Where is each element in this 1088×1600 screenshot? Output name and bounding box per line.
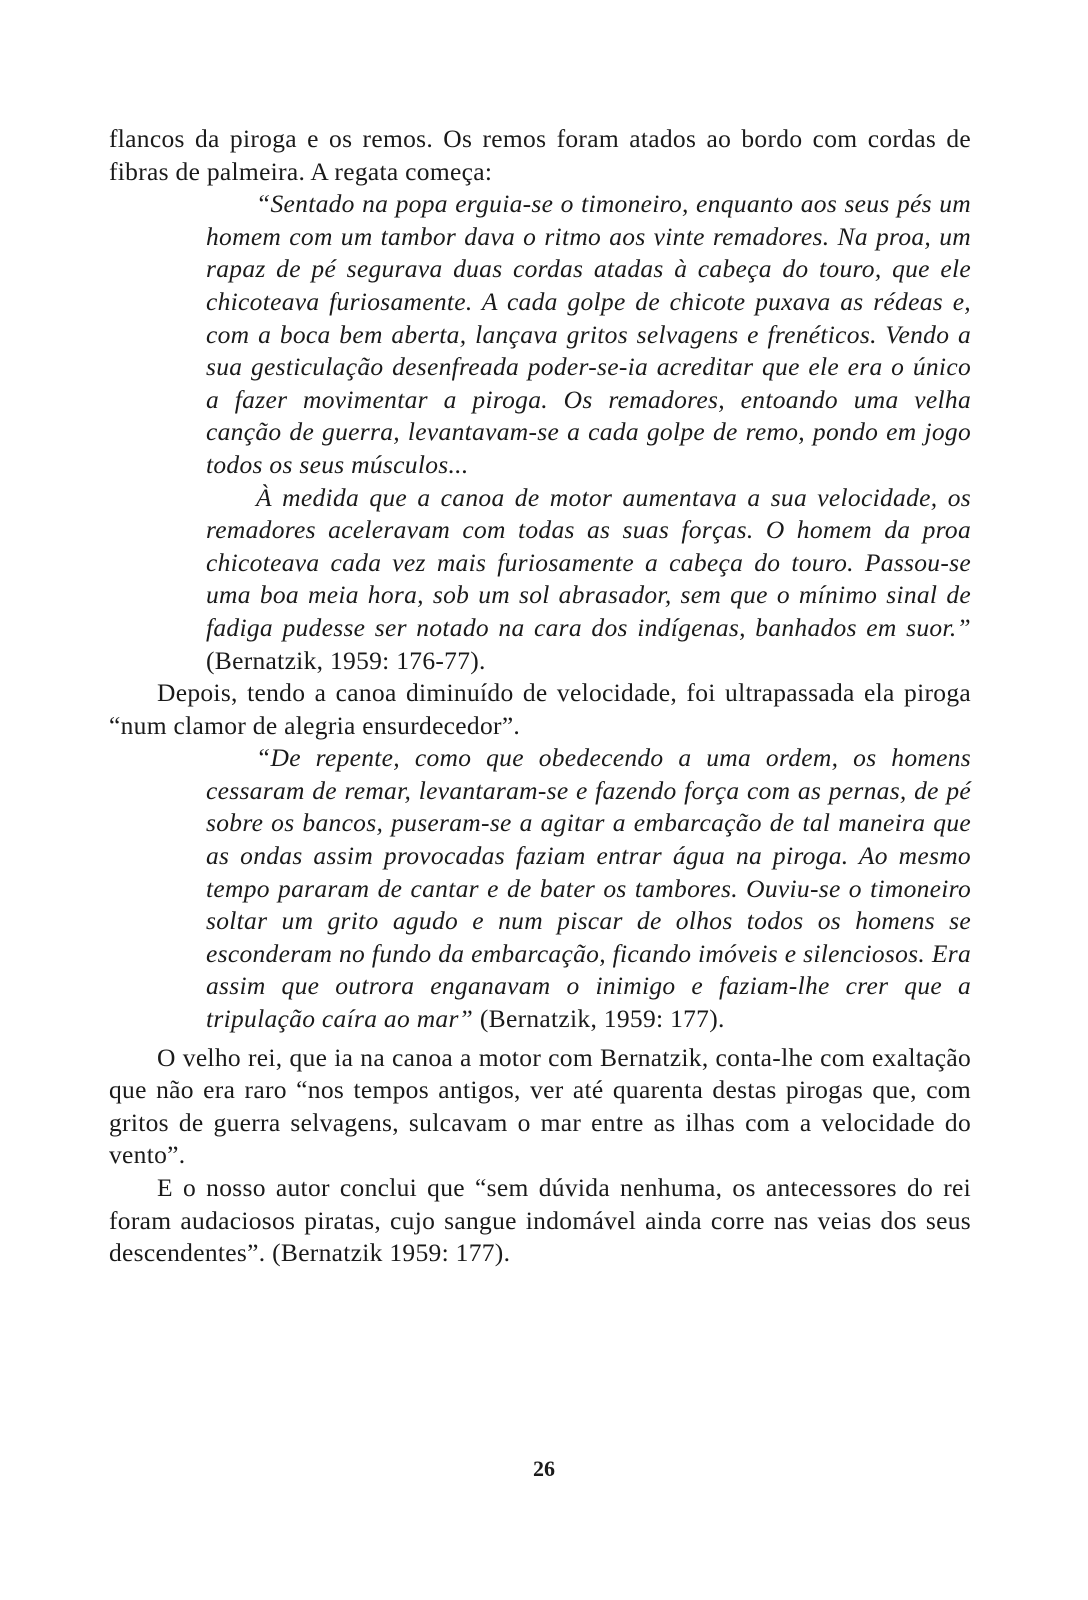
quote-1-text-2: À medida que a canoa de motor aumentava a sua velocidade, os remadores aceleravam com todas as suas forças. O homem da proa chicoteava cada vez mais furiosamente a cabeça do touro. Passou-se uma boa meia hora, sob um sol abrasador, sem que o mínimo sinal de fadiga pudesse ser notado na cara dos indígenas, banhados em suor.” [206,482,971,642]
block-quote-2 [206,742,971,1035]
block-quote-1-continuation [206,482,971,678]
quote-2-citation: (Bernatzik, 1959: 177). [473,1004,725,1034]
quote-1-text: “Sentado na popa erguia-se o timoneiro, enquanto aos seus pés um homem com um tambor dava o ritmo aos vinte remadores. Na proa, um rapaz de pé segurava duas cordas atadas à cabeça do touro, que ele chicoteava furiosamente. A cada golpe de chicote puxava as rédeas e, com a boca bem aberta, lançava gritos selvagens e frenéticos. Vendo a sua gesticulação desenfreada poder-se-ia acreditar que ele era o único a fazer movimentar a piroga. Os remadores, entoando uma velha canção de guerra, levantavam-se a cada golpe de remo, pondo em jogo todos os seus músculos... [206,189,971,479]
body-text [109,123,971,1270]
quote-1-citation: (Bernatzik, 1959: 176-77). [206,645,486,675]
block-quote-1 [206,188,971,481]
paragraph-2: Depois, tendo a canoa diminuído de velocidade, foi ultrapassada ela piroga “num clamor de alegria ensurdecedor”. [109,678,971,740]
paragraph-continuation: flancos da piroga e os remos. Os remos foram atados ao bordo com cordas de fibras de palmeira. A regata começa: [109,124,971,186]
quote-2-text: “De repente, como que obedecendo a uma ordem, os homens cessaram de remar, levantaram-se e fazendo força com as pernas, de pé sobre os bancos, puseram-se a agitar a embarcação de tal maneira que as ondas assim provocadas faziam entrar água na piroga. Ao mesmo tempo pararam de cantar e de bater os tambores. Ouviu-se o timoneiro soltar um grito agudo e num piscar de olhos todos os homens se esconderam no fundo da embarcação, ficando imóveis e silenciosos. Era assim que outrora enganavam o inimigo e faziam-lhe crer que a tripulação caíra ao mar” [206,743,971,1034]
paragraph-3: O velho rei, que ia na canoa a motor com Bernatzik, conta-lhe com exaltação que não era raro “nos tempos antigos, ver até quarenta destas pirogas que, com gritos de guerra selvagens, sulcavam o mar entre as ilhas com a velocidade do vento”. [109,1042,971,1170]
page-number: 26 [533,1456,555,1481]
paragraph-4: E o nosso autor conclui que “sem dúvida nenhuma, os antecessores do rei foram audaciosos piratas, cujo sangue indomável ainda corre nas veias dos seus descendentes”. (Bernatzik 1959: 177). [109,1173,971,1268]
